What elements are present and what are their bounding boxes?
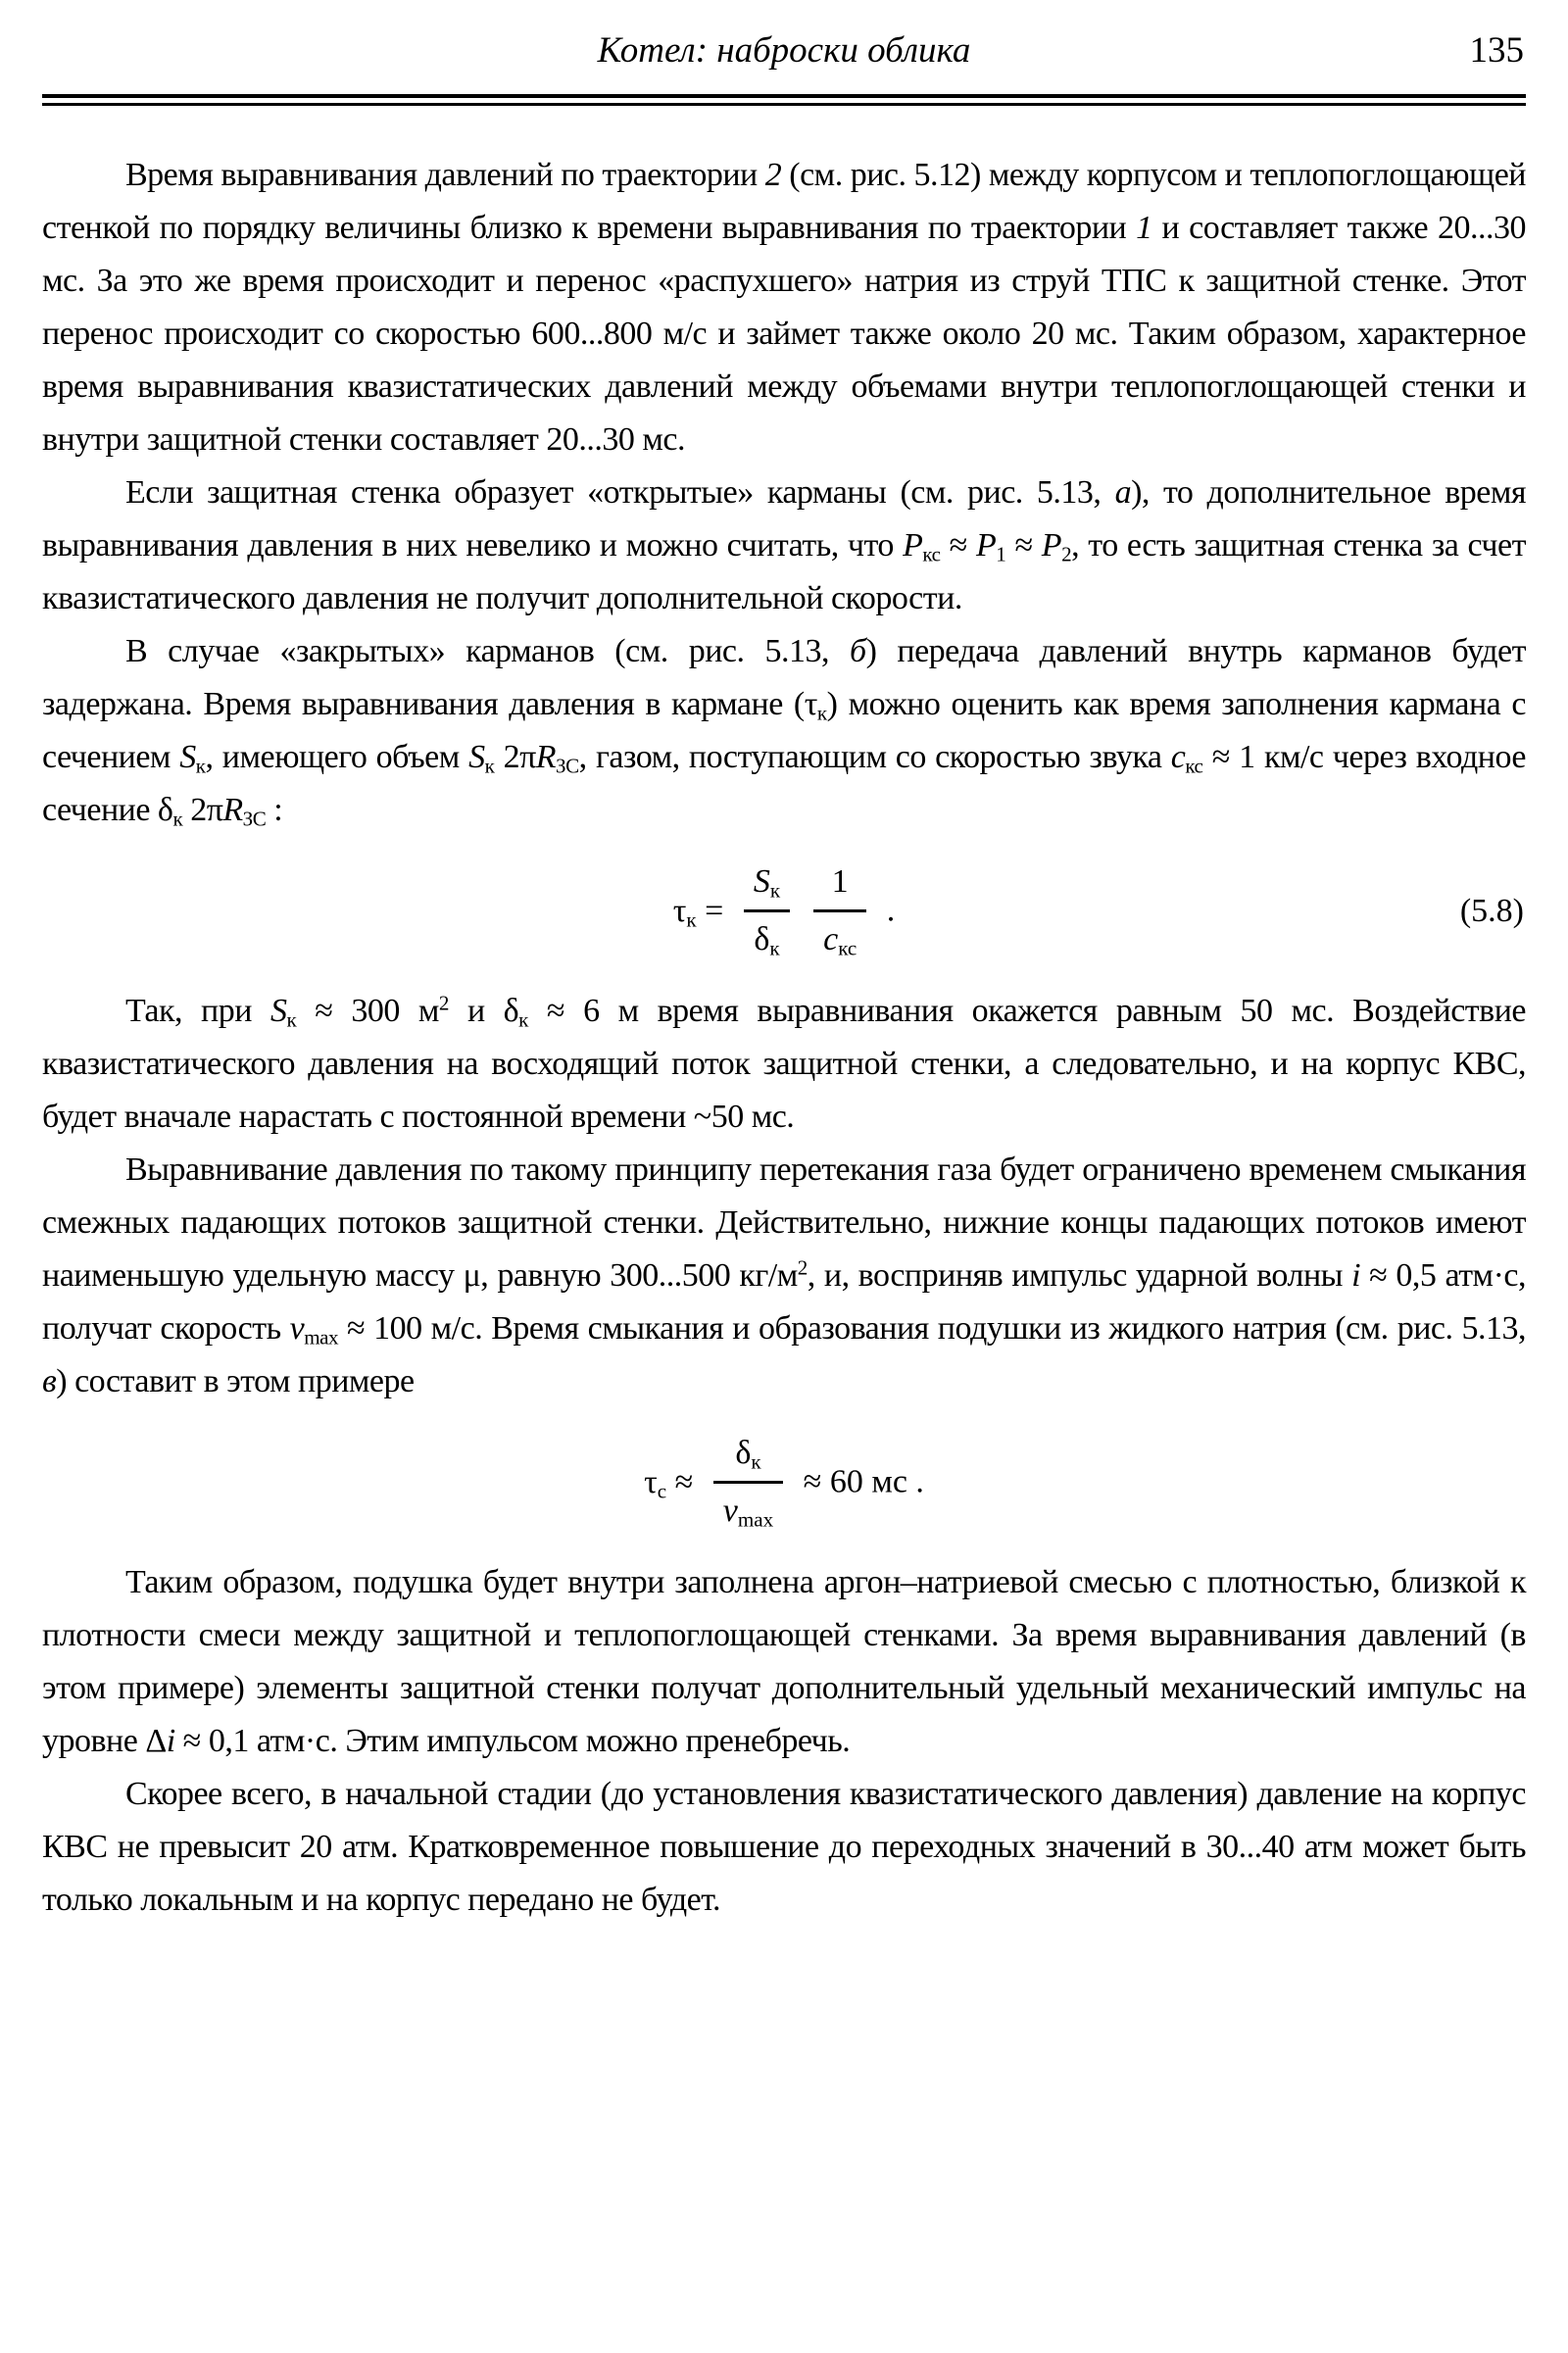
text-run: δ <box>754 921 770 957</box>
subscript-run: ЗС <box>242 807 267 831</box>
text-run: ≈ 1 км/с через входное сечение δ <box>42 739 1526 828</box>
text-run: В случае «закрытых» карманов (см. рис. 5.13, <box>125 633 850 669</box>
subscript-run: кс <box>1185 754 1203 778</box>
paragraph <box>42 1768 1526 1927</box>
text-run: 1 <box>831 863 849 900</box>
subscript-run: кс <box>922 542 941 566</box>
running-header <box>42 29 1526 82</box>
italic-run: R <box>535 739 557 775</box>
subscript-run: ЗС <box>556 754 579 778</box>
subscript-run: кс <box>838 936 858 960</box>
italic-run: S <box>753 863 770 900</box>
text-run: , имеющего объем <box>205 739 469 775</box>
subscript-run: к <box>816 701 827 725</box>
text-run: Время выравнивания давлений по траектории <box>125 157 765 193</box>
italic-run: i <box>1351 1257 1361 1294</box>
text-run: и составляет также 20...30 мс. За это же время происходит и перенос «распухшего» натрия из струй ТПС к защитной стенке. Этот перенос происходит со скоростью 600...800 м/с и займет также около 20 мс. Таким образом, характерное время выравнивания квазистатических давлений между объемами внутри теплопоглощающей стенки и внутри защитной стенки составляет 20...30 мс. <box>42 210 1526 458</box>
text-run: τ <box>644 1463 658 1500</box>
equation-number: (5.8) <box>1459 892 1524 929</box>
fraction-denominator <box>813 912 866 963</box>
text-run: ≈ 0,1 атм·с. Этим импульсом можно пренебречь. <box>174 1723 851 1759</box>
text-run: ≈ <box>1005 527 1042 564</box>
paragraph <box>42 149 1526 466</box>
italic-run: v <box>722 1493 738 1529</box>
italic-run: c <box>1170 739 1186 775</box>
text-run: (см. рис. 5.12) между корпусом и теплопоглощающей стенкой по порядку величины близко к времени выравнивания по траектории <box>42 157 1526 246</box>
text-run: ≈ 0,5 атм·с, получат скорость <box>42 1257 1526 1347</box>
italic-run: 1 <box>1136 210 1152 246</box>
subscript-run: к <box>769 936 780 960</box>
page-number: 135 <box>1469 30 1524 71</box>
subscript-run: к <box>286 1007 297 1032</box>
italic-run: S <box>179 739 196 775</box>
text-run: Скорее всего, в начальной стадии (до установления квазистатического давления) давление на корпус КВС не превысит 20 атм. Кратковременное повышение до переходных значений в 30...40 атм может быть только локальным и на корпус передано не будет. <box>42 1776 1526 1918</box>
display-formula <box>42 858 1526 963</box>
text-run: , то есть защитная стенка за счет квазистатического давления не получит дополнительной скорости. <box>42 527 1526 616</box>
italic-run: P <box>975 527 997 564</box>
text-run: Выравнивание давления по такому принципу перетекания газа будет ограничено временем смыкания смежных падающих потоков защитной стенки. Действительно, нижние концы падающих потоков имеют наименьшую удельную массу μ, равную 300...500 кг/м <box>42 1152 1526 1294</box>
formula-term <box>878 893 895 929</box>
text-run: , газом, поступающим со скоростью звука <box>578 739 1171 775</box>
text-run: ), то дополнительное время выравнивания давления в них невелико и можно считать, что <box>42 474 1526 564</box>
text-run: ≈ 100 м/с. Время смыкания и образования подушки из жидкого натрия (см. рис. 5.13, <box>337 1310 1526 1347</box>
italic-run: S <box>468 739 485 775</box>
subscript-run: к <box>172 807 183 831</box>
fraction <box>813 858 866 963</box>
text-run: и δ <box>448 993 519 1029</box>
fraction <box>713 1430 783 1535</box>
italic-run: P <box>1041 527 1062 564</box>
subscript-run: к <box>686 907 697 931</box>
text-run: : <box>266 792 283 828</box>
paragraph <box>42 466 1526 625</box>
italic-run: 2 <box>764 157 782 193</box>
formula-body <box>644 1430 924 1535</box>
formula-term <box>644 1464 702 1500</box>
text-run: ≈ 6 м время выравнивания окажется равным 50 мс. Воздействие квазистатического давления на восходящий поток защитной стенки, а следовательно, и на корпус КВС, будет вначале нарастать с постоянной времени ~50 мс. <box>42 993 1527 1135</box>
subscript-run: 1 <box>996 542 1006 566</box>
subscript-run: к <box>518 1007 528 1032</box>
text-run: ) составит в этом примере <box>56 1363 415 1399</box>
paragraph <box>42 985 1526 1144</box>
fraction-numerator <box>713 1430 783 1484</box>
superscript-run: 2 <box>797 1255 808 1280</box>
header-title: Котел: наброски облика <box>597 30 971 71</box>
fraction-denominator <box>713 1484 783 1535</box>
italic-run: б <box>849 633 866 669</box>
subscript-run: 2 <box>1061 542 1072 566</box>
subscript-run: к <box>769 878 781 903</box>
subscript-run: к <box>195 754 206 778</box>
text-run: , и, восприняв импульс ударной волны <box>807 1257 1352 1294</box>
page-body <box>42 149 1526 1927</box>
text-run: = <box>696 892 732 929</box>
italic-run: R <box>222 792 243 828</box>
header-rule <box>42 94 1526 106</box>
italic-run: в <box>42 1363 57 1399</box>
formula-term <box>673 893 732 929</box>
text-run: ≈ <box>940 527 976 564</box>
italic-run: c <box>823 921 839 957</box>
text-run: Если защитная стенка образует «открытые» карманы (см. рис. 5.13, <box>125 474 1115 511</box>
text-run: Таким образом, подушка будет внутри заполнена аргон–натриевой смесью с плотностью, близкой к плотности смеси между защитной и теплопоглощающей стенками. За время выравнивания давлений (в этом примере) элементы защитной стенки получат дополнительный удельный механический импульс на уровне Δ <box>42 1564 1526 1759</box>
text-run: . <box>878 892 896 929</box>
text-run: ≈ 60 мс . <box>795 1463 924 1500</box>
formula-body <box>673 858 896 963</box>
italic-run: v <box>289 1310 305 1347</box>
italic-run: а <box>1114 474 1132 511</box>
superscript-run: 2 <box>438 991 449 1015</box>
text-run: ≈ <box>666 1463 702 1500</box>
fraction-numerator <box>813 858 866 912</box>
text-run: 2π <box>182 792 223 828</box>
subscript-run: max <box>737 1507 774 1532</box>
text-run: ) передача давлений внутрь карманов будет задержана. Время выравнивания давления в кармане (τ <box>42 633 1526 722</box>
subscript-run: к <box>751 1449 761 1474</box>
fraction-numerator <box>744 858 790 912</box>
text-run: τ <box>672 892 687 929</box>
formula-term <box>795 1464 924 1500</box>
text-run: ≈ 300 м <box>296 993 439 1029</box>
subscript-run: с <box>657 1478 667 1502</box>
fraction <box>744 858 790 963</box>
text-run: 2π <box>494 739 536 775</box>
paragraph <box>42 1144 1526 1408</box>
paragraph <box>42 625 1526 837</box>
text-run: Так, при <box>125 993 270 1029</box>
subscript-run: max <box>304 1325 338 1349</box>
text-run: ) можно оценить как время заполнения кармана с сечением <box>42 686 1526 775</box>
italic-run: P <box>903 527 923 564</box>
paragraph <box>42 1556 1526 1768</box>
subscript-run: к <box>484 754 495 778</box>
text-run: δ <box>735 1435 752 1471</box>
fraction-denominator <box>744 912 790 963</box>
display-formula <box>42 1430 1526 1535</box>
italic-run: i <box>166 1723 175 1759</box>
italic-run: S <box>270 993 287 1029</box>
